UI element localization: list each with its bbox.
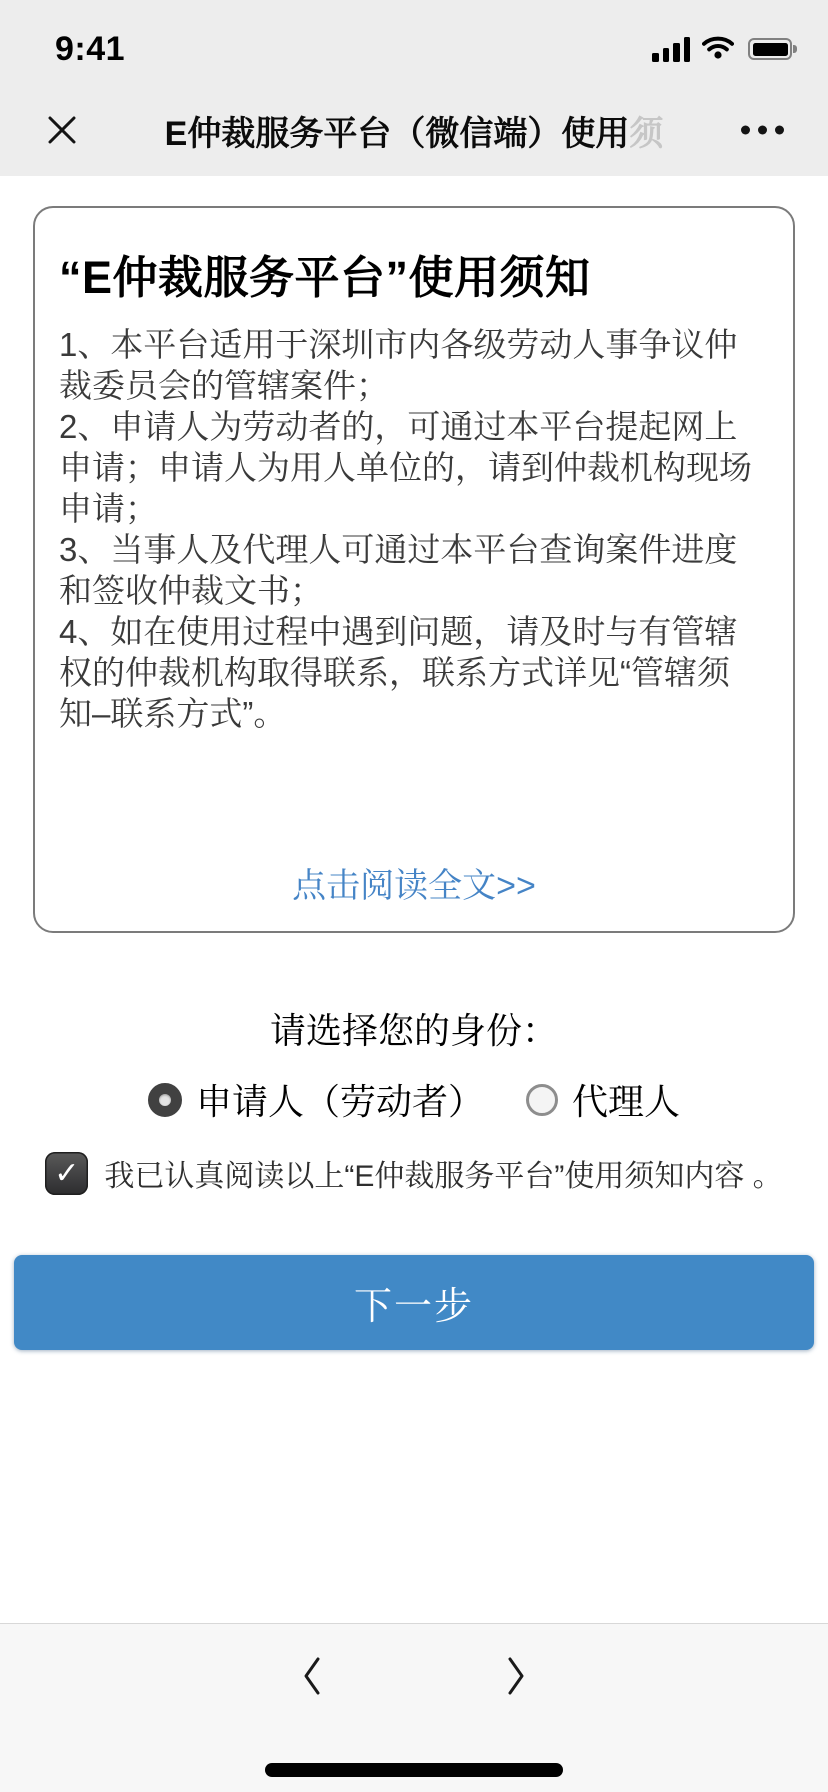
clock: 9:41 bbox=[55, 29, 126, 68]
next-step-button[interactable]: 下一步 bbox=[14, 1255, 814, 1350]
status-icons bbox=[652, 35, 792, 64]
notice-body bbox=[59, 324, 769, 734]
page-title-truncated-char: 须 bbox=[629, 114, 664, 153]
page-title bbox=[165, 106, 664, 155]
notice-item: 2、申请人为劳动者的，可通过本平台提起网上申请；申请人为用人单位的，请到仲裁机构现场申请； bbox=[59, 407, 752, 527]
page-title-text: E仲裁服务平台（微信端）使用 bbox=[164, 114, 630, 153]
radio-selected-icon[interactable] bbox=[148, 1083, 182, 1117]
usage-notice-card bbox=[33, 206, 795, 933]
radio-label: 申请人（劳动者） bbox=[195, 1081, 484, 1122]
more-menu-icon[interactable] bbox=[741, 116, 784, 145]
radio-unselected-icon[interactable] bbox=[526, 1084, 558, 1116]
notice-title: “E仲裁服务平台”使用须知 bbox=[59, 252, 591, 303]
identity-radio-group bbox=[0, 1074, 828, 1125]
agreement-label: 我已认真阅读以上“E仲裁服务平台”使用须知内容 。 bbox=[104, 1160, 783, 1193]
status-bar bbox=[0, 0, 828, 84]
read-full-text-link[interactable]: 点击阅读全文>> bbox=[292, 867, 536, 905]
identity-prompt: 请选择您的身份： bbox=[269, 1010, 558, 1051]
battery-icon bbox=[748, 38, 792, 60]
back-chevron-icon[interactable] bbox=[290, 1648, 334, 1704]
wifi-icon bbox=[702, 35, 734, 64]
browser-toolbar bbox=[0, 1623, 828, 1792]
radio-option-agent[interactable] bbox=[526, 1074, 680, 1125]
radio-label: 代理人 bbox=[572, 1081, 681, 1122]
notice-item: 4、如在使用过程中遇到问题，请及时与有管辖权的仲裁机构取得联系，联系方式详见“管辖须知–联系方式”。 bbox=[59, 612, 738, 732]
radio-option-applicant[interactable] bbox=[148, 1074, 484, 1125]
notice-item: 1、本平台适用于深圳市内各级劳动人事争议仲裁委员会的管辖案件； bbox=[59, 325, 738, 404]
navbar bbox=[0, 84, 828, 176]
notice-item: 3、当事人及代理人可通过本平台查询案件进度和签收仲裁文书； bbox=[59, 530, 738, 609]
agreement-row bbox=[0, 1151, 828, 1195]
home-indicator[interactable] bbox=[265, 1763, 563, 1777]
agreement-checkbox[interactable]: ✓ bbox=[45, 1152, 88, 1195]
close-icon[interactable] bbox=[44, 112, 80, 148]
signal-strength-icon bbox=[652, 36, 690, 62]
forward-chevron-icon[interactable] bbox=[494, 1648, 538, 1704]
